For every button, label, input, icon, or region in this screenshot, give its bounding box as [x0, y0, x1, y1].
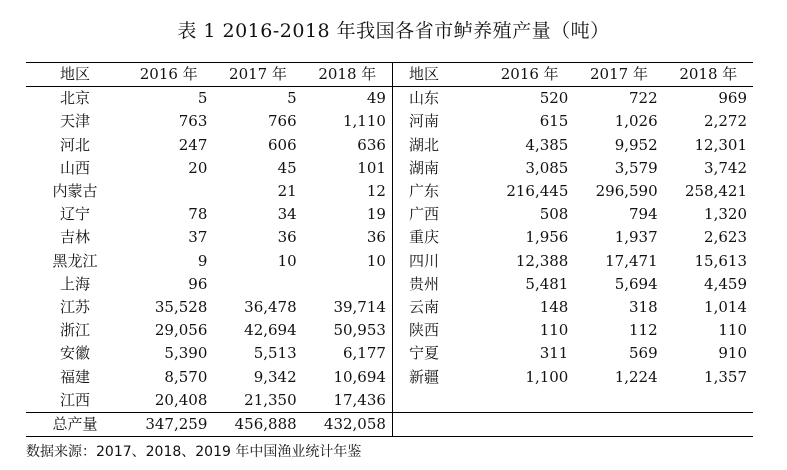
value-cell: 2,272 — [704, 112, 747, 131]
value-cell: 9 — [197, 251, 208, 270]
value-cell: 5,390 — [164, 344, 208, 363]
value-cell: 35,528 — [154, 298, 208, 317]
empty-cell — [485, 413, 574, 437]
value-cell — [213, 273, 302, 296]
value-cell: 5 — [287, 89, 297, 108]
region-cell: 湖北 — [392, 134, 485, 157]
value-cell: 615 — [539, 112, 569, 131]
region-cell: 天津 — [60, 112, 91, 131]
region-cell: 湖南 — [392, 157, 485, 180]
value-cell: 36 — [366, 228, 386, 247]
table-row — [26, 366, 753, 389]
value-cell: 5,481 — [525, 274, 569, 293]
value-cell: 19 — [366, 205, 386, 224]
value-cell: 2,623 — [704, 228, 747, 247]
value-cell: 10 — [366, 251, 386, 270]
header-2016: 2016 年 — [124, 63, 213, 87]
region-cell: 江苏 — [60, 298, 91, 317]
value-cell: 10,694 — [333, 367, 386, 386]
region-cell: 山西 — [60, 158, 91, 177]
header-2018: 2018 年 — [303, 63, 393, 87]
value-cell: 766 — [268, 112, 297, 131]
value-cell: 1,014 — [704, 298, 747, 317]
region-cell: 广东 — [392, 180, 485, 203]
value-cell: 3,742 — [704, 158, 747, 177]
value-cell: 216,445 — [506, 182, 569, 201]
value-cell — [124, 180, 213, 203]
value-cell: 21,350 — [244, 390, 297, 409]
value-cell: 17,436 — [333, 390, 386, 409]
empty-cell — [664, 413, 753, 437]
value-cell: 37 — [188, 228, 208, 247]
table-row — [26, 157, 753, 180]
value-cell — [485, 389, 574, 413]
header-row — [26, 63, 753, 87]
table-row — [26, 389, 753, 413]
region-cell: 云南 — [392, 296, 485, 319]
value-cell: 36,478 — [244, 298, 297, 317]
value-cell: 311 — [539, 344, 569, 363]
value-cell: 1,320 — [704, 205, 747, 224]
value-cell: 3,085 — [525, 158, 569, 177]
total-2018: 432,058 — [303, 413, 393, 437]
value-cell: 17,471 — [605, 251, 658, 270]
value-cell: 10 — [277, 251, 297, 270]
value-cell: 110 — [718, 321, 747, 340]
region-cell: 宁夏 — [392, 342, 485, 365]
value-cell: 12,301 — [694, 135, 747, 154]
region-cell: 辽宁 — [60, 205, 91, 224]
empty-cell — [392, 413, 485, 437]
value-cell — [574, 389, 663, 413]
value-cell: 101 — [357, 158, 386, 177]
value-cell: 9,342 — [253, 367, 297, 386]
value-cell: 1,224 — [614, 367, 658, 386]
region-cell: 重庆 — [392, 226, 485, 249]
value-cell: 148 — [539, 298, 569, 317]
value-cell: 6,177 — [342, 344, 386, 363]
region-cell: 上海 — [60, 274, 91, 293]
value-cell: 3,579 — [614, 158, 658, 177]
value-cell: 34 — [277, 205, 297, 224]
total-2016: 347,259 — [124, 413, 213, 437]
region-cell: 河北 — [60, 135, 91, 154]
value-cell: 763 — [178, 112, 208, 131]
empty-cell — [574, 413, 663, 437]
table-row — [26, 342, 753, 365]
value-cell: 636 — [357, 135, 386, 154]
value-cell: 12 — [366, 182, 386, 201]
value-cell: 1,937 — [614, 228, 658, 247]
table-row — [26, 319, 753, 342]
value-cell: 39,714 — [333, 298, 386, 317]
region-cell: 新疆 — [392, 366, 485, 389]
header-2018-right: 2018 年 — [664, 63, 753, 87]
region-cell: 北京 — [60, 89, 91, 108]
value-cell: 45 — [277, 158, 297, 177]
value-cell: 5,513 — [253, 344, 297, 363]
value-cell: 96 — [188, 274, 208, 293]
header-region-right: 地区 — [392, 63, 485, 87]
value-cell: 29,056 — [154, 321, 208, 340]
region-cell: 广西 — [392, 203, 485, 226]
value-cell: 12,388 — [515, 251, 569, 270]
value-cell: 42,694 — [244, 321, 297, 340]
value-cell: 1,956 — [525, 228, 569, 247]
value-cell — [664, 389, 753, 413]
region-cell: 浙江 — [60, 321, 91, 340]
value-cell: 1,100 — [525, 367, 569, 386]
header-region: 地区 — [26, 63, 124, 87]
table-row — [26, 273, 753, 296]
region-cell: 安徽 — [60, 344, 91, 363]
region-cell: 黑龙江 — [52, 251, 98, 270]
table-row — [26, 180, 753, 203]
value-cell: 258,421 — [684, 182, 747, 201]
region-cell: 吉林 — [60, 228, 91, 247]
value-cell: 49 — [366, 89, 386, 108]
value-cell: 110 — [539, 321, 569, 340]
total-2017: 456,888 — [213, 413, 302, 437]
value-cell: 15,613 — [694, 251, 747, 270]
table-title: 表 1 2016-2018 年我国各省市鲈养殖产量（吨） — [177, 20, 610, 42]
value-cell: 9,952 — [614, 135, 658, 154]
header-2016-right: 2016 年 — [485, 63, 574, 87]
header-2017-right: 2017 年 — [574, 63, 663, 87]
value-cell: 20,408 — [154, 390, 208, 409]
value-cell: 318 — [629, 298, 658, 317]
region-cell: 四川 — [392, 250, 485, 273]
value-cell: 569 — [629, 344, 658, 363]
region-cell: 内蒙古 — [52, 182, 98, 201]
data-source-note: 数据来源：2017、2018、2019 年中国渔业统计年鉴 — [26, 444, 362, 460]
region-cell: 陕西 — [392, 319, 485, 342]
value-cell: 21 — [277, 182, 297, 201]
region-cell: 福建 — [60, 367, 91, 386]
region-cell: 贵州 — [392, 273, 485, 296]
value-cell: 520 — [539, 89, 569, 108]
region-cell: 江西 — [60, 390, 91, 409]
value-cell: 1,110 — [342, 112, 386, 131]
value-cell: 36 — [277, 228, 297, 247]
value-cell: 910 — [718, 344, 747, 363]
value-cell: 5 — [197, 89, 208, 108]
value-cell: 508 — [539, 205, 569, 224]
value-cell: 4,459 — [704, 274, 747, 293]
region-cell — [392, 389, 485, 413]
table-row — [26, 203, 753, 226]
value-cell: 1,026 — [614, 112, 658, 131]
total-row — [26, 413, 753, 437]
table-row — [26, 226, 753, 249]
table-row — [26, 134, 753, 157]
table-row — [26, 110, 753, 133]
value-cell: 247 — [178, 135, 208, 154]
value-cell: 296,590 — [595, 182, 658, 201]
value-cell: 794 — [629, 205, 658, 224]
value-cell: 969 — [718, 89, 747, 108]
table-row — [26, 296, 753, 319]
region-cell: 山东 — [392, 87, 485, 111]
value-cell: 78 — [188, 205, 208, 224]
region-cell: 河南 — [392, 110, 485, 133]
value-cell: 8,570 — [164, 367, 208, 386]
value-cell: 5,694 — [614, 274, 658, 293]
table-row — [26, 87, 753, 111]
table-row — [26, 250, 753, 273]
value-cell: 722 — [629, 89, 658, 108]
total-label: 总产量 — [26, 413, 124, 437]
value-cell: 50,953 — [333, 321, 386, 340]
header-2017: 2017 年 — [213, 63, 302, 87]
value-cell: 4,385 — [525, 135, 569, 154]
value-cell: 112 — [629, 321, 658, 340]
value-cell: 20 — [188, 158, 208, 177]
value-cell: 1,357 — [704, 367, 747, 386]
production-table — [26, 62, 753, 437]
value-cell: 606 — [268, 135, 297, 154]
value-cell — [303, 273, 393, 296]
